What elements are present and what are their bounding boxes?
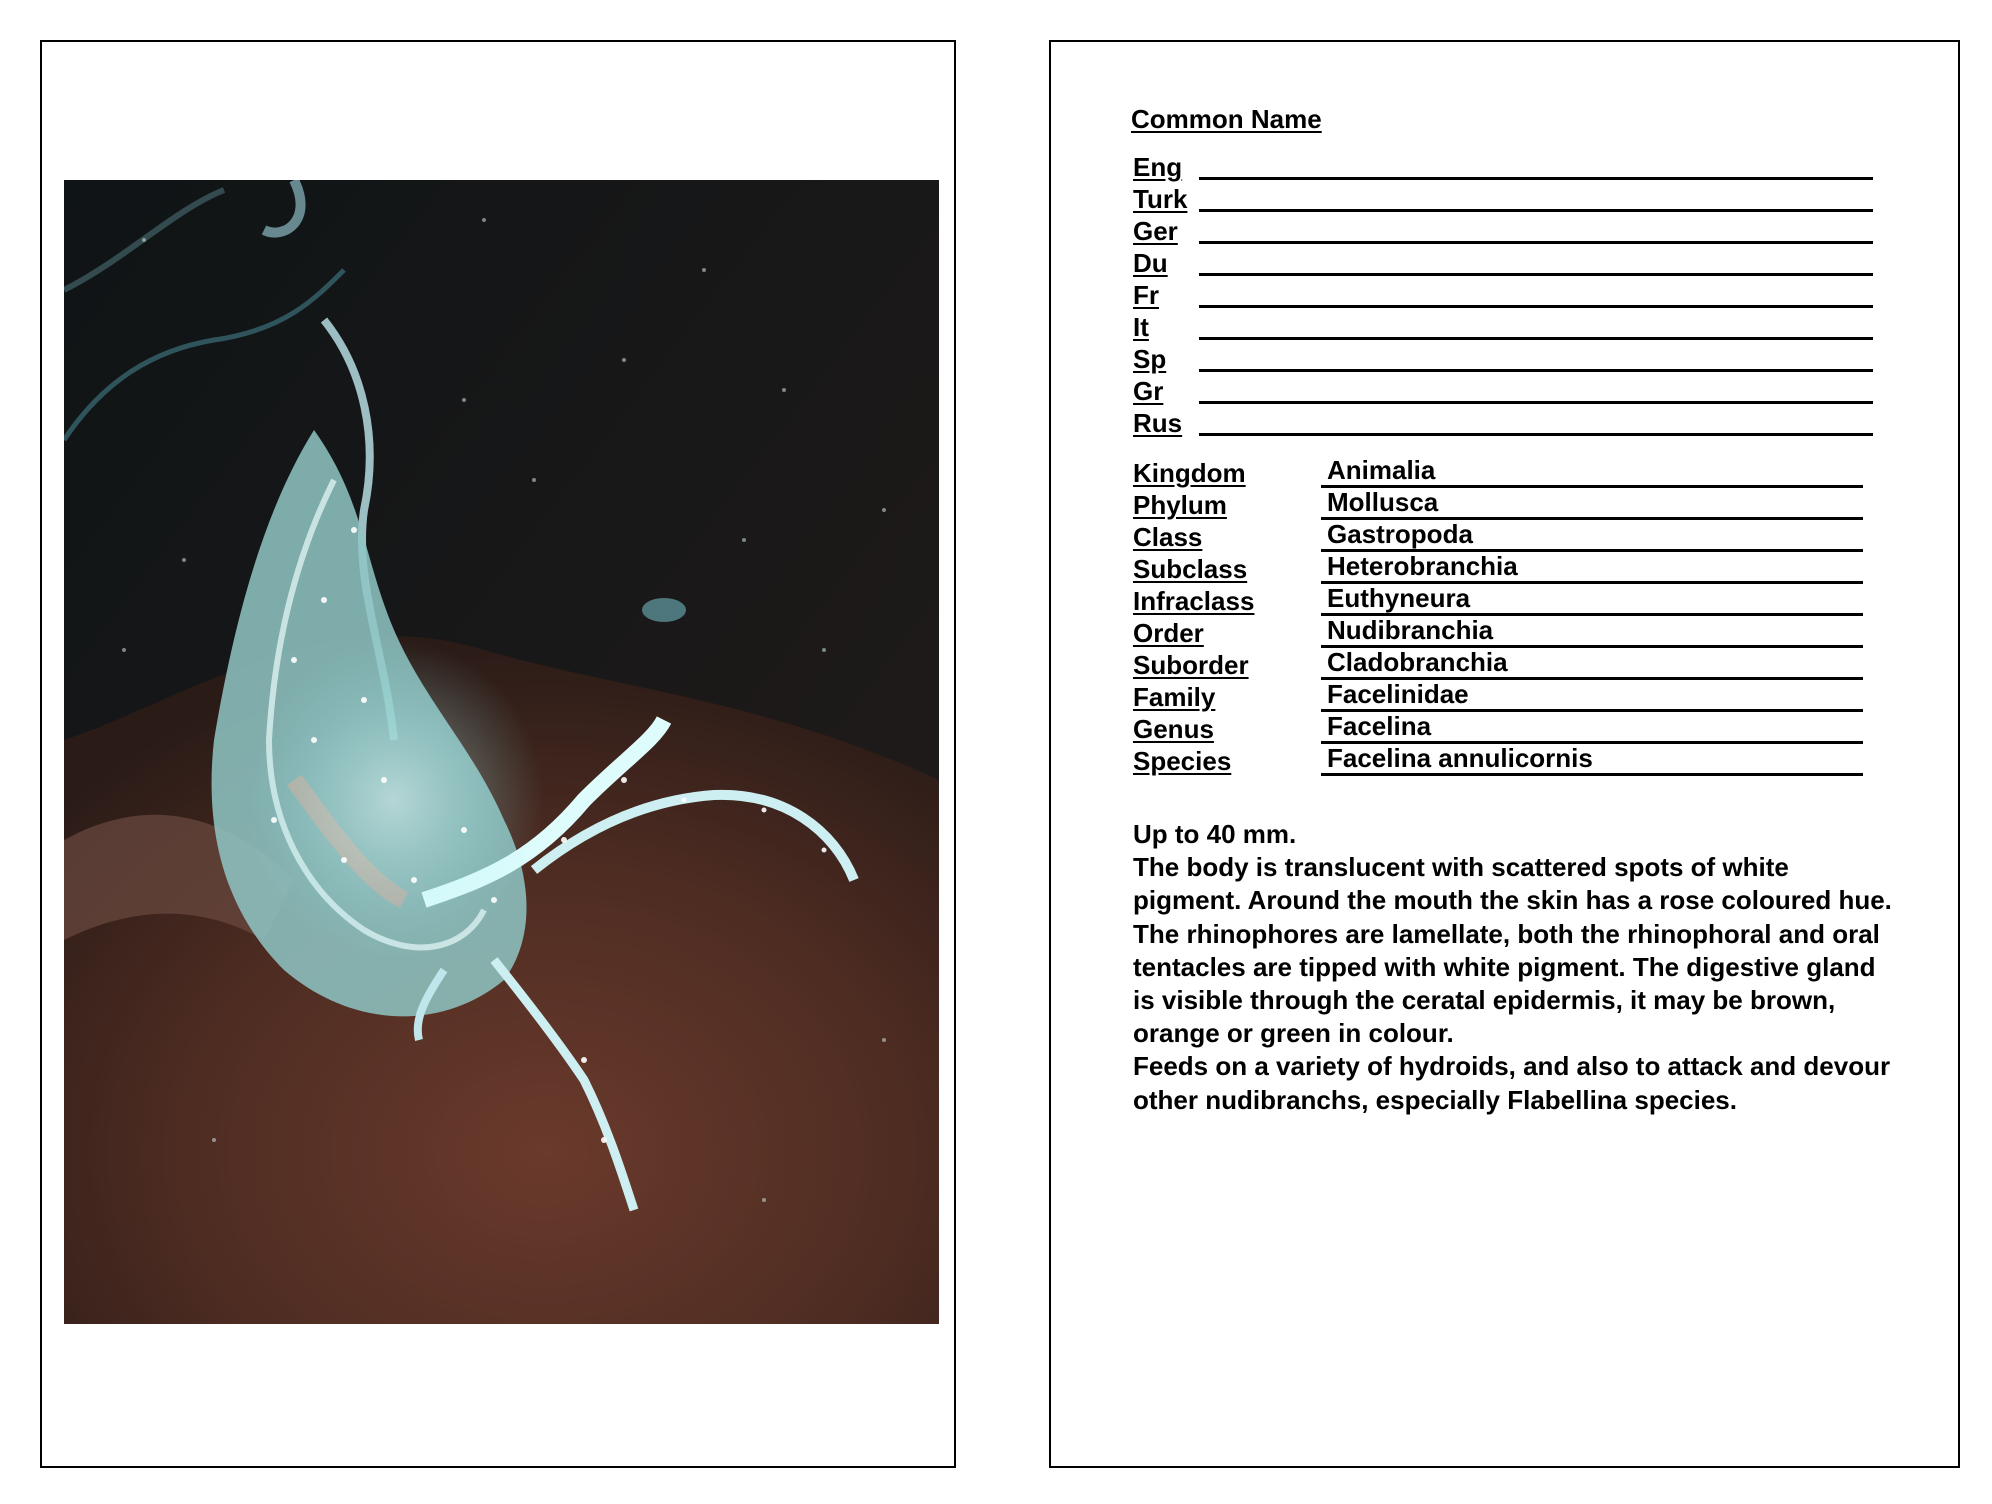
taxonomy-row-species <box>1133 744 1863 776</box>
description-size: Up to 40 mm. <box>1133 819 1297 849</box>
taxonomy-value: Facelina <box>1327 711 1432 741</box>
common-name-row-sp <box>1133 342 1873 374</box>
taxonomy-row-suborder <box>1133 648 1863 680</box>
common-name-row-eng <box>1133 150 1873 182</box>
taxonomy-row-family <box>1133 680 1863 712</box>
photo-card <box>40 40 956 1468</box>
common-name-blank-line <box>1199 433 1873 436</box>
description-feeding: Feeds on a variety of hydroids, and also to attack and devour other nudibranchs, especially Flabellina species. <box>1133 1051 1891 1115</box>
taxonomy-row-kingdom <box>1133 456 1863 488</box>
common-name-row-it <box>1133 310 1873 342</box>
description-body-colour: The body is translucent with scattered spots of white pigment. Around the mouth the skin has a rose coloured hue. <box>1133 852 1892 916</box>
common-name-row-du <box>1133 246 1873 278</box>
language-label: It <box>1133 312 1149 342</box>
taxonomy-value: Cladobranchia <box>1327 647 1508 677</box>
taxonomy-value: Animalia <box>1327 455 1436 485</box>
taxonomy-row-class <box>1133 520 1863 552</box>
species-info-card <box>1049 40 1960 1468</box>
taxonomy-row-genus <box>1133 712 1863 744</box>
taxonomy-rank-label: Class <box>1133 522 1203 552</box>
language-label: Eng <box>1133 152 1183 182</box>
language-label: Du <box>1133 248 1168 278</box>
taxonomy-row-order <box>1133 616 1863 648</box>
taxonomy-rank-label: Species <box>1133 746 1232 776</box>
species-description <box>1133 818 1893 1117</box>
taxonomy-value: Nudibranchia <box>1327 615 1494 645</box>
taxonomy-value: Gastropoda <box>1327 519 1473 549</box>
common-name-row-gr <box>1133 374 1873 406</box>
description-rhinophores: The rhinophores are lamellate, both the rhinophoral and oral tentacles are tipped with white pigment. The digestive gland is visible through the ceratal epidermis, it may be brown, orange or green in colour. <box>1133 918 1880 1049</box>
language-label: Rus <box>1133 408 1183 438</box>
taxonomy-rank-label: Genus <box>1133 714 1214 744</box>
common-name-blank-line <box>1199 209 1873 212</box>
taxonomy-value: Euthyneura <box>1327 583 1471 613</box>
taxonomy-rank-label: Suborder <box>1133 650 1249 680</box>
common-name-blank-line <box>1199 305 1873 308</box>
language-label: Sp <box>1133 344 1167 374</box>
common-name-blank-line <box>1199 273 1873 276</box>
common-name-row-fr <box>1133 278 1873 310</box>
taxonomy-rank-label: Family <box>1133 682 1216 712</box>
taxonomy-rank-label: Infraclass <box>1133 586 1255 616</box>
language-label: Gr <box>1133 376 1164 406</box>
nudibranch-illustration <box>64 180 939 1324</box>
taxonomy-rank-label: Order <box>1133 618 1204 648</box>
taxonomy-value: Facelina annulicornis <box>1327 743 1593 773</box>
common-name-row-turk <box>1133 182 1873 214</box>
taxonomy-row-subclass <box>1133 552 1863 584</box>
common-name-blank-line <box>1199 337 1873 340</box>
taxonomy-value: Facelinidae <box>1327 679 1469 709</box>
language-label: Ger <box>1133 216 1178 246</box>
taxonomy-rank-label: Kingdom <box>1133 458 1246 488</box>
language-label: Fr <box>1133 280 1159 310</box>
language-label: Turk <box>1133 184 1188 214</box>
taxonomy-rank-label: Phylum <box>1133 490 1227 520</box>
taxonomy-row-infraclass <box>1133 584 1863 616</box>
taxonomy-rank-label: Subclass <box>1133 554 1248 584</box>
nudibranch-photo <box>64 180 939 1324</box>
common-name-blank-line <box>1199 177 1873 180</box>
common-name-blank-line <box>1199 401 1873 404</box>
taxonomy-value: Mollusca <box>1327 487 1439 517</box>
taxonomy-value: Heterobranchia <box>1327 551 1518 581</box>
common-name-blank-line <box>1199 241 1873 244</box>
common-name-row-rus <box>1133 406 1873 438</box>
common-name-blank-line <box>1199 369 1873 372</box>
taxonomy-row-phylum <box>1133 488 1863 520</box>
common-name-heading: Common Name <box>1131 104 1322 134</box>
common-name-row-ger <box>1133 214 1873 246</box>
